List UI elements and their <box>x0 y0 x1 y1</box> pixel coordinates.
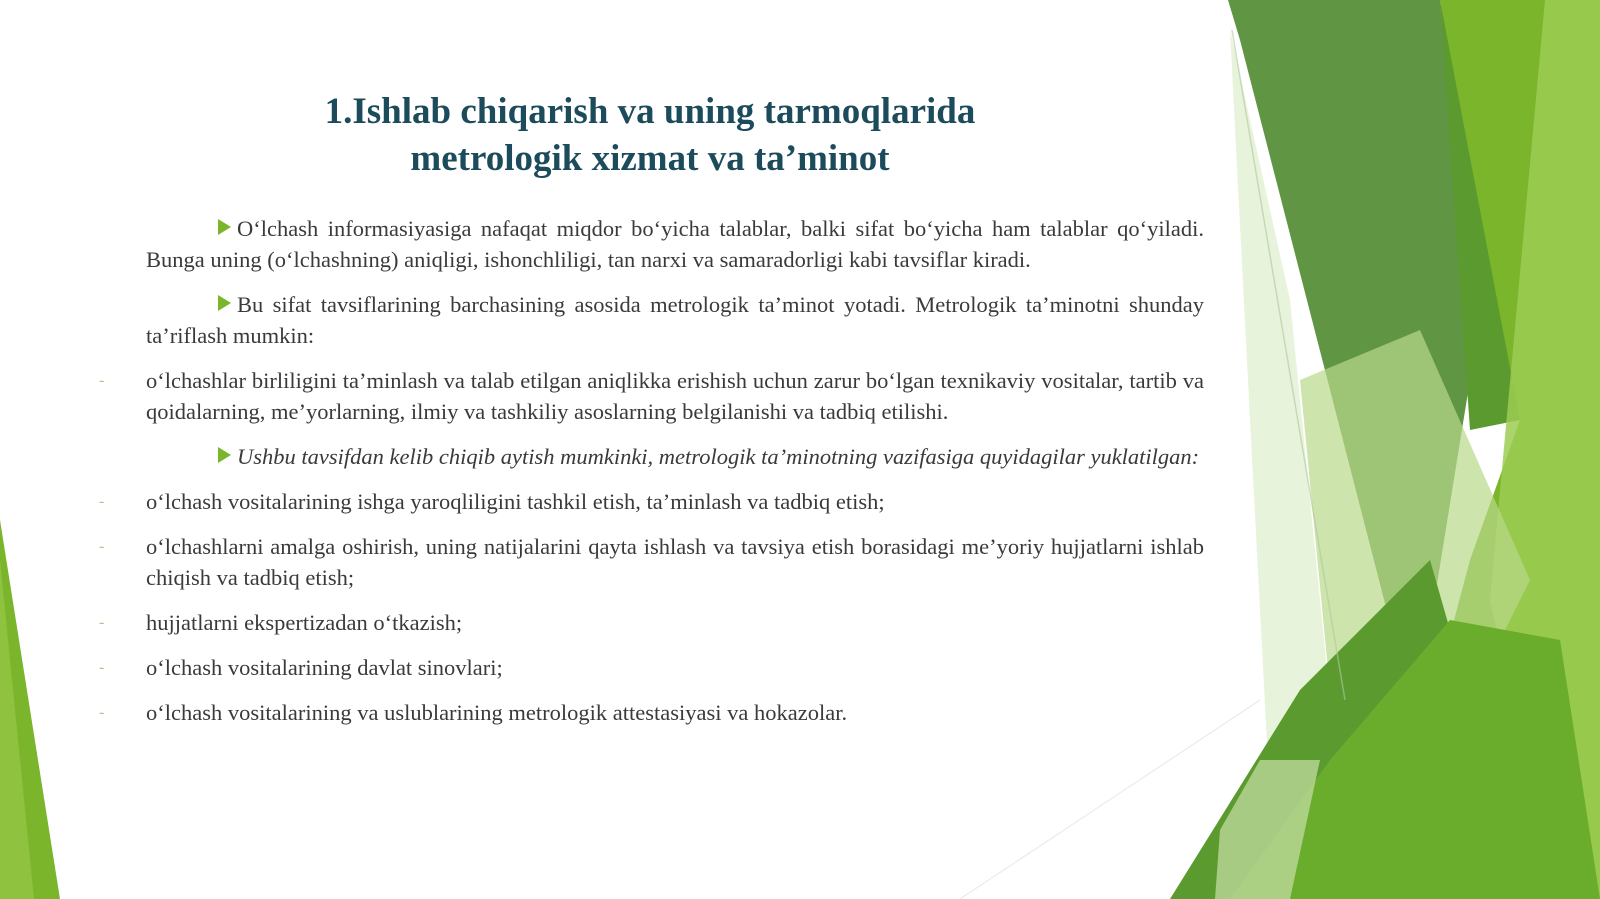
dash-list-item <box>99 531 1204 593</box>
green-arrow-bullet-icon <box>218 447 231 463</box>
paragraph-text: O‘lchash informasiyasiga nafaqat miqdor bo‘yicha talablar, balki sifat bo‘yicha ham talablar qo‘yiladi. Bunga uning (o‘lchashning) aniqligi, ishonchliligi, tan narxi va samaradorligi kabi tavsiflar kiradi. <box>146 216 1204 272</box>
list-item-text: o‘lchashlar birliligini ta’minlash va talab etilgan aniqlikka erishish uchun zarur bo‘lgan texnikaviy vositalar, tartib va qoidalarning, me’yorlarning, ilmiy va tashkiliy asoslarning belgilanishi va tadbiq etilishi. <box>146 368 1204 424</box>
list-item-text: o‘lchash vositalarining davlat sinovlari; <box>146 655 503 680</box>
bullet-paragraph <box>146 289 1204 351</box>
paragraph-text: Ushbu tavsifdan kelib chiqib aytish mumkinki, metrologik ta’minotning vazifasiga quyidagilar yuklatilgan: <box>237 444 1200 469</box>
dash-bullet: - <box>99 614 105 631</box>
dash-bullet: - <box>99 538 105 555</box>
bullet-paragraph-italic <box>146 441 1204 472</box>
list-item-text: o‘lchashlarni amalga oshirish, uning natijalarini qayta ishlash va tavsiya etish borasidagi me’yoriy hujjatlarni ishlab chiqish va tadbiq etish; <box>146 534 1204 590</box>
dash-list-item <box>99 365 1204 427</box>
dash-list-item <box>99 486 1204 517</box>
green-arrow-bullet-icon <box>218 219 231 235</box>
bullet-paragraph <box>146 213 1204 275</box>
dash-bullet: - <box>99 493 105 510</box>
slide-body <box>99 213 1204 742</box>
title-line-1: 1.Ishlab chiqarish va uning tarmoqlarida <box>324 91 976 132</box>
dash-list-item <box>99 607 1204 638</box>
dash-list-item <box>99 697 1204 728</box>
list-item-text: o‘lchash vositalarining ishga yaroqliligini tashkil etish, ta’minlash va tadbiq etish; <box>146 489 885 514</box>
paragraph-text: Bu sifat tavsiflarining barchasining asosida metrologik ta’minot yotadi. Metrologik ta’minotni shunday ta’riflash mumkin: <box>146 292 1204 348</box>
dash-bullet: - <box>99 704 105 721</box>
slide-title <box>250 88 1050 182</box>
list-item-text: hujjatlarni ekspertizadan o‘tkazish; <box>146 610 463 635</box>
dash-list-item <box>99 652 1204 683</box>
title-line-2: metrologik xizmat va ta’minot <box>410 138 890 179</box>
green-arrow-bullet-icon <box>218 295 231 311</box>
dash-bullet: - <box>99 659 105 676</box>
list-item-text: o‘lchash vositalarining va uslublarining metrologik attestasiyasi va hokazolar. <box>146 700 848 725</box>
dash-bullet: - <box>99 372 105 389</box>
